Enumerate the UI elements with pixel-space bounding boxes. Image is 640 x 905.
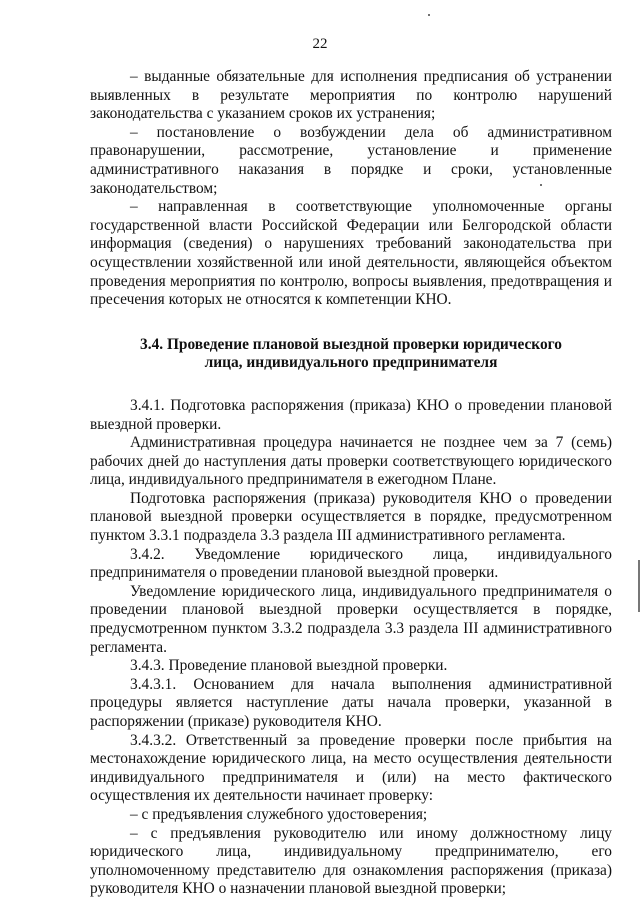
- section-heading-line-2: лица, индивидуального предпринимателя: [204, 354, 498, 372]
- list-item-id-presentation: – с предъявления служебного удостоверения;: [130, 805, 428, 823]
- scan-speck: [428, 14, 430, 16]
- document-body: [90, 68, 612, 899]
- paragraph-3-4-3-2: 3.4.3.2. Ответственный за проведение проверки после прибытия на местонахождение юридического лица, на место осуществления деятельности индивидуального предпринимателя и (или) на место фактического осуществления их деятельности начинает проверку:: [90, 731, 612, 805]
- paragraph-3-4-2: 3.4.2. Уведомление юридического лица, индивидуального предпринимателя о проведении плановой выездной проверки.: [90, 545, 612, 582]
- paragraph-3-4-3: 3.4.3. Проведение плановой выездной проверки.: [130, 657, 448, 675]
- paragraph-3-4-3-1: 3.4.3.1. Основанием для начала выполнения административной процедуры является наступление даты начала проверки, указанной в распоряжении (приказе) руководителя КНО.: [90, 675, 612, 730]
- section-heading-line-1: 3.4. Проведение плановой выездной проверки юридического: [140, 335, 562, 353]
- list-item-information: – направленная в соответствующие уполномоченные органы государственной власти Российской Федерации или Белгородской области информация (сведения) о нарушениях требований законодательства при осуществлении хозяйственной или иной деятельности, являющейся объектом проведения мероприятия по контролю, вопросы выявления, предотвращения и пресечения которых не относятся к компетенции КНО.: [90, 198, 612, 309]
- paragraph-notification: Уведомление юридического лица, индивидуального предпринимателя о проведении плановой выездной проверки осуществляется в порядке, предусмотренном пунктом 3.3.2 подраздела 3.3 раздела III административного регламента.: [90, 582, 612, 656]
- page-number: 22: [312, 36, 328, 52]
- paragraph-3-4-1: 3.4.1. Подготовка распоряжения (приказа) КНО о проведении плановой выездной проверки.: [90, 396, 612, 433]
- section-heading: [90, 336, 612, 373]
- list-item-order-presentation: – с предъявления руководителю или иному должностному лицу юридического лица, индивидуальному предпринимателю, его уполномоченному представителю для ознакомления распоряжения (приказа) руководителя КНО о назначении плановой выездной проверки;: [90, 824, 612, 898]
- list-item-resolution: – постановление о возбуждении дела об административном правонарушении, рассмотрение, установление и применение административного наказания в порядке и сроки, установленные законодательством;: [90, 123, 612, 197]
- paragraph-order-preparation: Подготовка распоряжения (приказа) руководителя КНО о проведении плановой выездной проверки осуществляется в порядке, предусмотренном пунктом 3.3.1 подраздела 3.3 раздела III административного регламента.: [90, 489, 612, 545]
- paragraph-procedure-start: Административная процедура начинается не позднее чем за 7 (семь) рабочих дней до наступления даты проверки соответствующего юридического лица, индивидуального предпринимателя в ежегодном Плане.: [90, 434, 612, 489]
- list-item-prescriptions: – выданные обязательные для исполнения предписания об устранении выявленных в результате мероприятия по контролю нарушений законодательства с указанием сроков их устранения;: [90, 68, 612, 123]
- scan-speck: [540, 184, 542, 186]
